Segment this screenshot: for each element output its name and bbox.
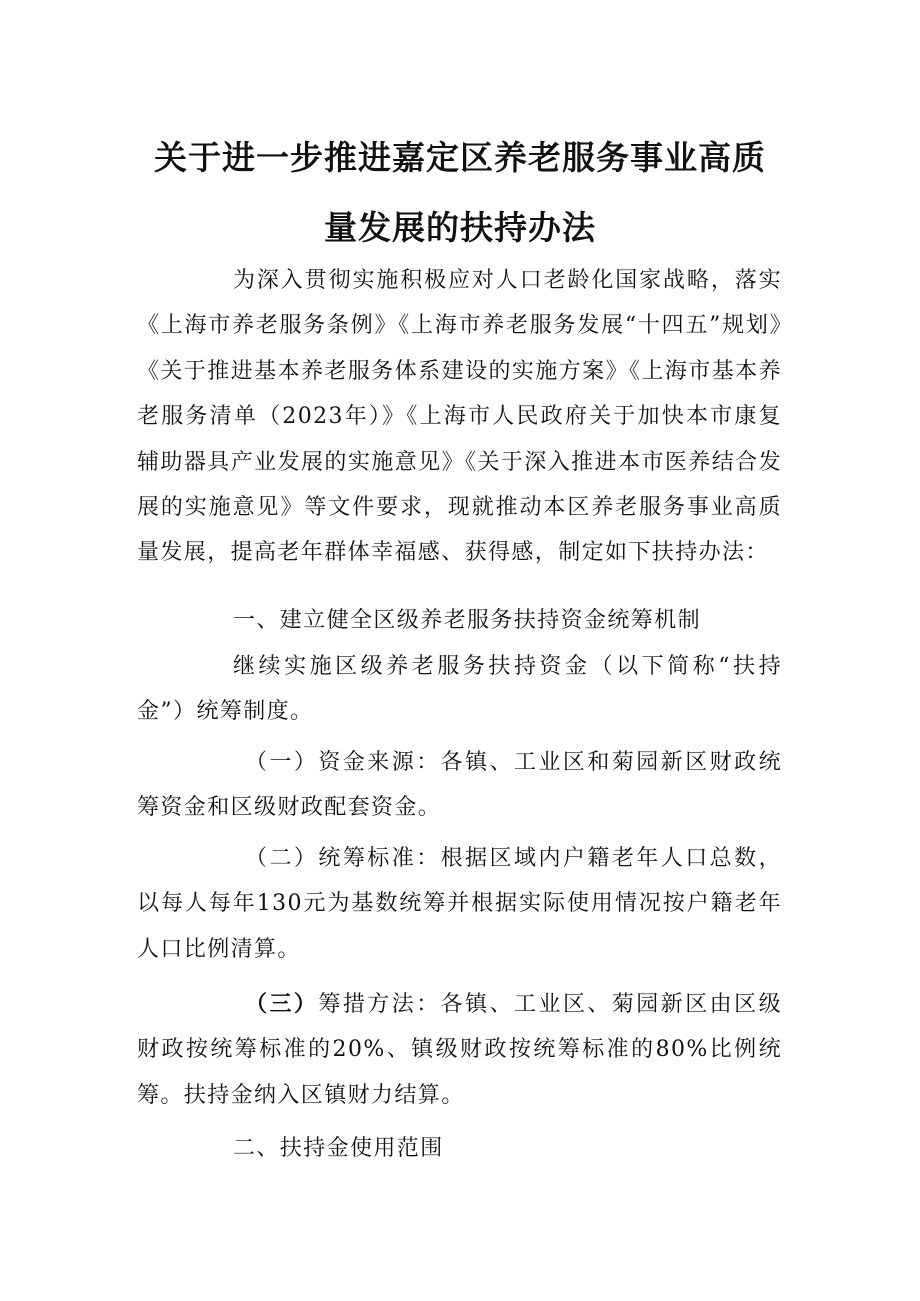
item-3-raising-method	[137, 982, 782, 1118]
intro-paragraph-block	[137, 258, 782, 576]
section-2-heading-block	[137, 1126, 782, 1171]
item-3-text: 筹措方法：各镇、工业区、菊园新区由区级财政按统筹标准的20%、镇级财政按统筹标准的80%比例统筹。扶持金纳入区镇财力结算。	[137, 992, 782, 1108]
item-2-pooling-standard: （二）统筹标准：根据区域内户籍老年人口总数，以每人每年130元为基数统筹并根据实际使用情况按户籍老年人口比例清算。	[137, 846, 782, 962]
intro-paragraph: 为深入贯彻实施积极应对人口老龄化国家战略，落实《上海市养老服务条例》《上海市养老服务发展“十四五”规划》《关于推进基本养老服务体系建设的实施方案》《上海市基本养老服务清单（2023年）》《上海市人民政府关于加快本市康复辅助器具产业发展的实施意见》《关于深入推进本市医养结合发展的实施意见》等文件要求，现就推动本区养老服务事业高质量发展，提高老年群体幸福感、获得感，制定如下扶持办法：	[137, 268, 782, 566]
section-1-heading-block	[137, 598, 782, 643]
document-title-line-1: 关于进一步推进嘉定区养老服务事业高质	[154, 138, 766, 177]
item-3-block	[137, 982, 782, 1118]
section-1-body: 继续实施区级养老服务扶持资金（以下简称“扶持金”）统筹制度。	[137, 654, 782, 725]
item-3-label: （三）	[245, 991, 319, 1017]
section-1-heading: 一、建立健全区级养老服务扶持资金统筹机制	[233, 608, 702, 633]
item-1-funding-source: （一）资金来源：各镇、工业区和菊园新区财政统筹资金和区级财政配套资金。	[137, 750, 782, 821]
section-1-body-block	[137, 644, 782, 735]
item-1-block	[137, 740, 782, 831]
item-2-block	[137, 836, 782, 972]
section-2-heading: 二、扶持金使用范围	[233, 1136, 444, 1161]
document-title-line-2: 量发展的扶持办法	[324, 208, 596, 247]
